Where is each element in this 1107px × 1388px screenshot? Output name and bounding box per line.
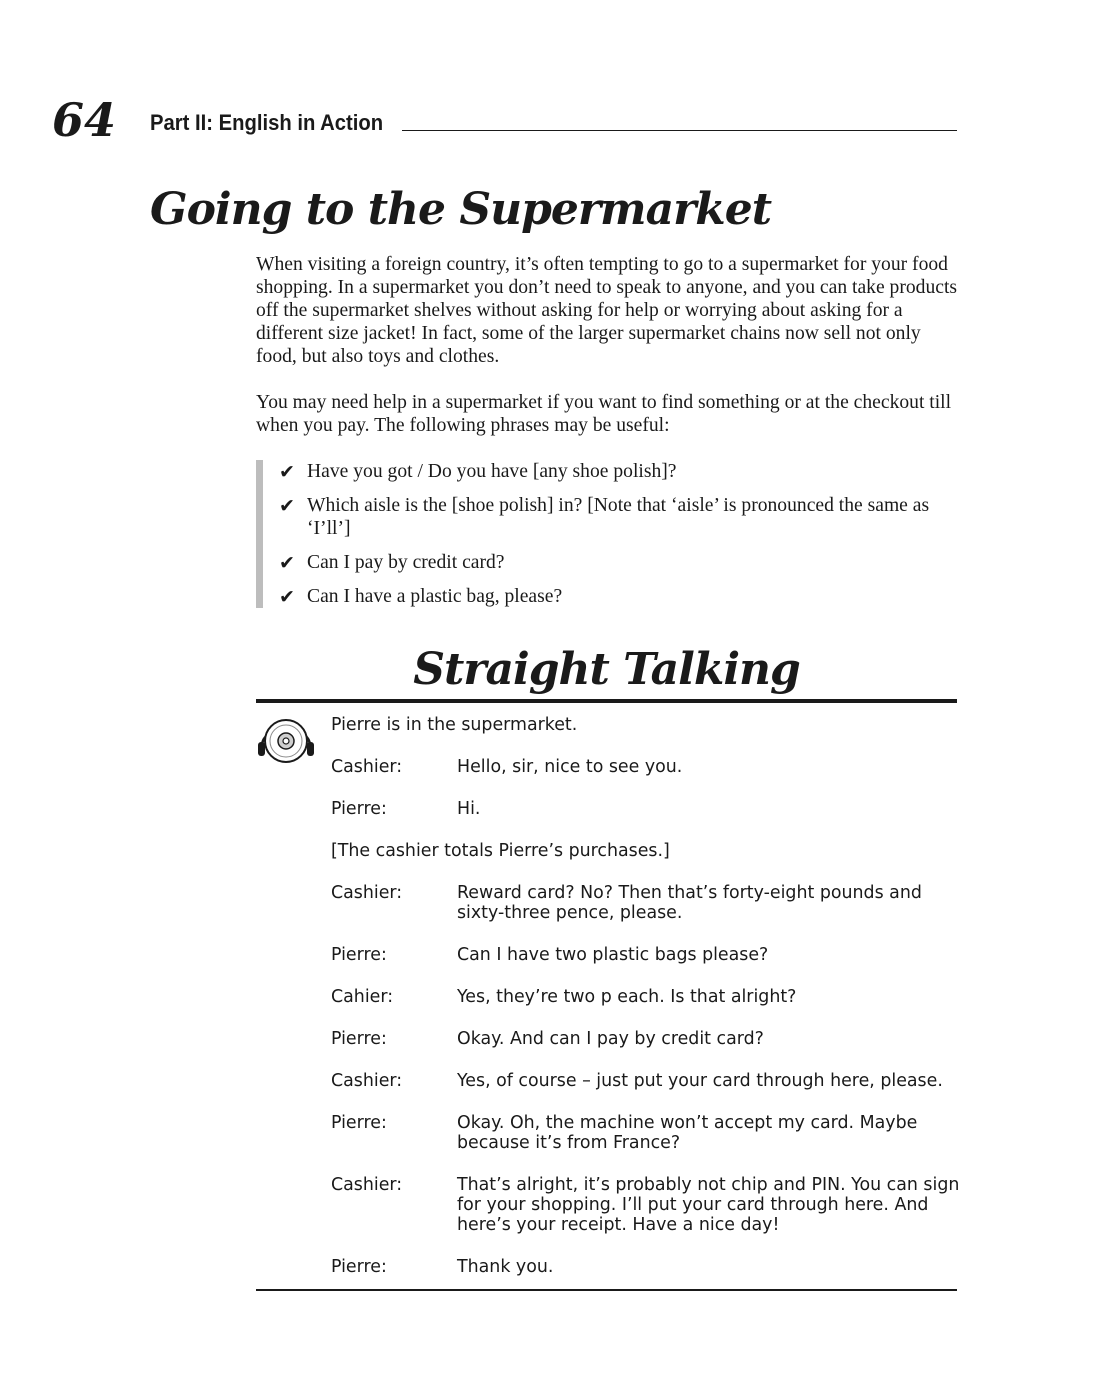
speaker-label: Cashier: [331,757,403,777]
dialogue-line [331,1029,961,1049]
speaker-label: Pierre: [331,799,387,819]
speaker-label: Cashier: [331,883,403,903]
speech-text: Reward card? No? Then that’s forty-eight pounds and sixty-three pence, please. [457,883,922,923]
dialogue-line [331,987,961,1007]
speech-text: Okay. And can I pay by credit card? [457,1029,764,1049]
phrase-item [279,551,966,574]
dialogue-line [331,757,961,777]
page-number: 64 [52,93,117,147]
straight-talking-top-rule [256,699,957,703]
speech-text: Okay. Oh, the machine won’t accept my card. Maybe because it’s from France? [457,1113,918,1153]
speech-text: Can I have two plastic bags please? [457,945,769,965]
phrase-text: Which aisle is the [shoe polish] in? [Note that ‘aisle’ is pronounced the same as ‘I’ll’] [307,495,930,539]
check-icon: ✔ [279,552,295,574]
dialogue-line [331,1257,961,1277]
speech-text: Hi. [457,799,481,819]
stage-direction: [The cashier totals Pierre’s purchases.] [331,841,670,861]
scene-intro: Pierre is in the supermarket. [331,715,578,735]
speech-text: Yes, of course – just put your card through here, please. [457,1071,943,1091]
speaker-label: Pierre: [331,1257,387,1277]
audio-cd-headphones-icon [256,714,316,764]
speech-text: Hello, sir, nice to see you. [457,757,683,777]
phrase-item [279,585,966,608]
speaker-label: Pierre: [331,945,387,965]
phrase-text: Have you got / Do you have [any shoe polish]? [307,461,677,482]
dialogue-line [331,1071,961,1091]
phrase-text: Can I have a plastic bag, please? [307,586,563,607]
check-icon: ✔ [279,586,295,608]
speech-text: Thank you. [457,1257,554,1277]
dialogue [331,715,961,1299]
phrase-item [279,460,966,483]
body-paragraph-1: When visiting a foreign country, it’s often tempting to go to a supermarket for your food shopping. In a supermarket you don’t need to speak to anyone, and you can take products off the supermarket shelves without asking for help or worrying about asking for a different size jacket! In fact, some of the larger supermarket chains now sell not only food, but also toys and clothes. [256,254,958,367]
section-title: Going to the Supermarket [150,184,772,235]
straight-talking-title: Straight Talking [413,644,800,695]
body-paragraph-2: You may need help in a supermarket if you want to find something or at the checkout till when you pay. The following phrases may be useful: [256,392,952,436]
speaker-label: Pierre: [331,1113,387,1133]
dialogue-line [331,1175,961,1235]
speaker-label: Cashier: [331,1175,403,1195]
header-rule [402,130,957,131]
phrase-text: Can I pay by credit card? [307,552,505,573]
speech-text: Yes, they’re two p each. Is that alright? [457,987,797,1007]
speaker-label: Cashier: [331,1071,403,1091]
dialogue-line [331,945,961,965]
dialogue-line [331,1113,961,1153]
phrase-item [279,494,966,540]
speaker-label: Cahier: [331,987,394,1007]
dialogue-line [331,883,961,923]
dialogue-line [331,799,961,819]
phrase-list [256,460,966,608]
straight-talking-bottom-rule [256,1289,957,1291]
speaker-label: Pierre: [331,1029,387,1049]
check-icon: ✔ [279,495,295,517]
speech-text: That’s alright, it’s probably not chip and PIN. You can sign for your shopping. I’ll put your card through here. And here’s your receipt. Have a nice day! [457,1175,960,1235]
check-icon: ✔ [279,461,295,483]
running-head: Part II: English in Action [150,110,384,135]
